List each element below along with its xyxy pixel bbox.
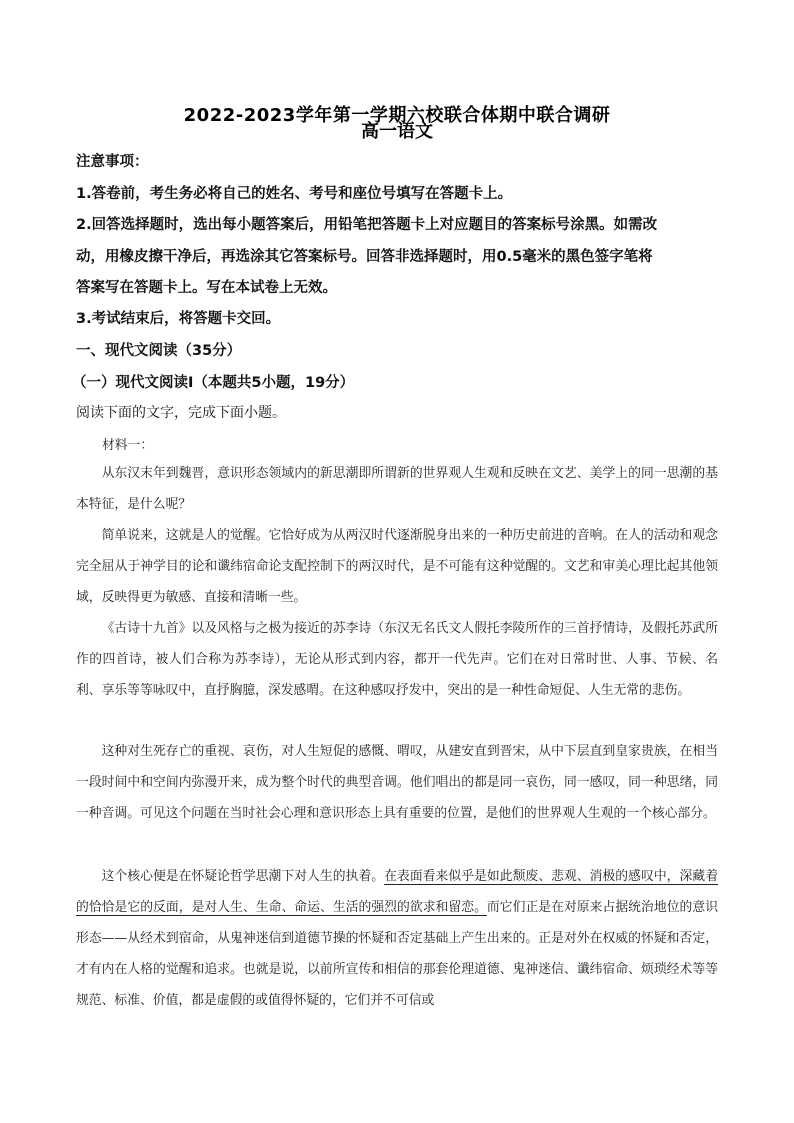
notice-item-2-line-2: 动，用橡皮擦干净后，再选涂其它答案标号。回答非选择题时，用0.5毫米的黑色签字笔将 (76, 249, 653, 265)
exam-subject: 高一语文 (361, 121, 433, 142)
paragraph-5-rest: 而它们正是在对原来占据统治地位的意识形态——从经术到宿命，从鬼神迷信到道德节操的怀疑和否定基础上产生出来的。正是对外在权威的怀疑和否定，才有内在人格的觉醒和追求。也就是说，以前所宣传和相信的那套伦理道德、鬼神迷信、谶纬宿命、烦琐经术等等规范、标准、价值，都是虚假的或值得怀疑的，它们并不可信或 (76, 900, 719, 1008)
passage-paragraph-4: 这种对生死存亡的重视、哀伤，对人生短促的感慨、喟叹，从建安直到晋宋，从中下层直到皇家贵族，在相当一段时间中和空间内弥漫开来，成为整个时代的典型音调。他们唱出的都是同一哀伤，同一感叹，同一种思绪，同一种音调。可见这个问题在当时社会心理和意识形态上具有重要的位置，是他们的世界观人生观的一个核心部分。 (76, 744, 718, 821)
paragraph-5-underlined-sentence: 在表面看来似乎是如此颓废、悲观、消极的感叹中，深藏着的恰恰是它的反面，是对人生、生命、命运、生活的强烈的欲求和留恋。 (76, 869, 719, 915)
notice-item-2-line-3: 答案写在答题卡上。写在本试卷上无效。 (76, 280, 337, 296)
reading-instruction: 阅读下面的文字，完成下面小题。 (76, 405, 286, 421)
subsection-heading: （一）现代文阅读Ⅰ（本题共5小题，19分） (72, 375, 355, 391)
passage-paragraph-5 (76, 861, 718, 1016)
exam-title: 2022-2023学年第一学期六校联合体期中联合调研 (183, 105, 611, 126)
passage-paragraph-3: 《古诗十九首》以及风格与之极为接近的苏李诗（东汉无名氏文人假托李陵所作的三首抒情诗，及假托苏武所作的四首诗，被人们合称为苏李诗），无论从形式到内容，都开一代先声。它们在对日常时世、人事、节候、名利、享乐等等咏叹中，直抒胸臆，深发感喟。在这种感叹抒发中，突出的是一种性命短促、人生无常的悲伤。 (76, 621, 718, 698)
material-label: 材料一： (102, 438, 154, 453)
notice-item-3: 3.考试结束后，将答题卡交回。 (76, 311, 281, 327)
section-heading: 一、现代文阅读（35分） (76, 343, 242, 359)
passage-paragraph-1: 从东汉末年到魏晋，意识形态领域内的新思潮即所谓新的世界观人生观和反映在文艺、美学上的同一思潮的基本特征，是什么呢？ (76, 466, 718, 512)
notice-item-1: 1.答卷前，考生务必将自己的姓名、考号和座位号填写在答题卡上。 (76, 186, 513, 202)
paragraph-5-lead: 这个核心便是在怀疑论哲学思潮下对人生的执着。 (101, 869, 385, 884)
passage-paragraph-2: 简单说来，这就是人的觉醒。它恰好成为从两汉时代逐渐脱身出来的一种历史前进的音响。在人的活动和观念完全屈从于神学目的论和谶纬宿命论支配控制下的两汉时代，是不可能有这种觉醒的。文艺和审美心理比起其他领域，反映得更为敏感、直接和清晰一些。 (76, 528, 718, 605)
notice-heading: 注意事项： (76, 154, 149, 170)
notice-item-2-line-1: 2.回答选择题时，选出每小题答案后，用铅笔把答题卡上对应题目的答案标号涂黑。如需改 (76, 217, 658, 233)
